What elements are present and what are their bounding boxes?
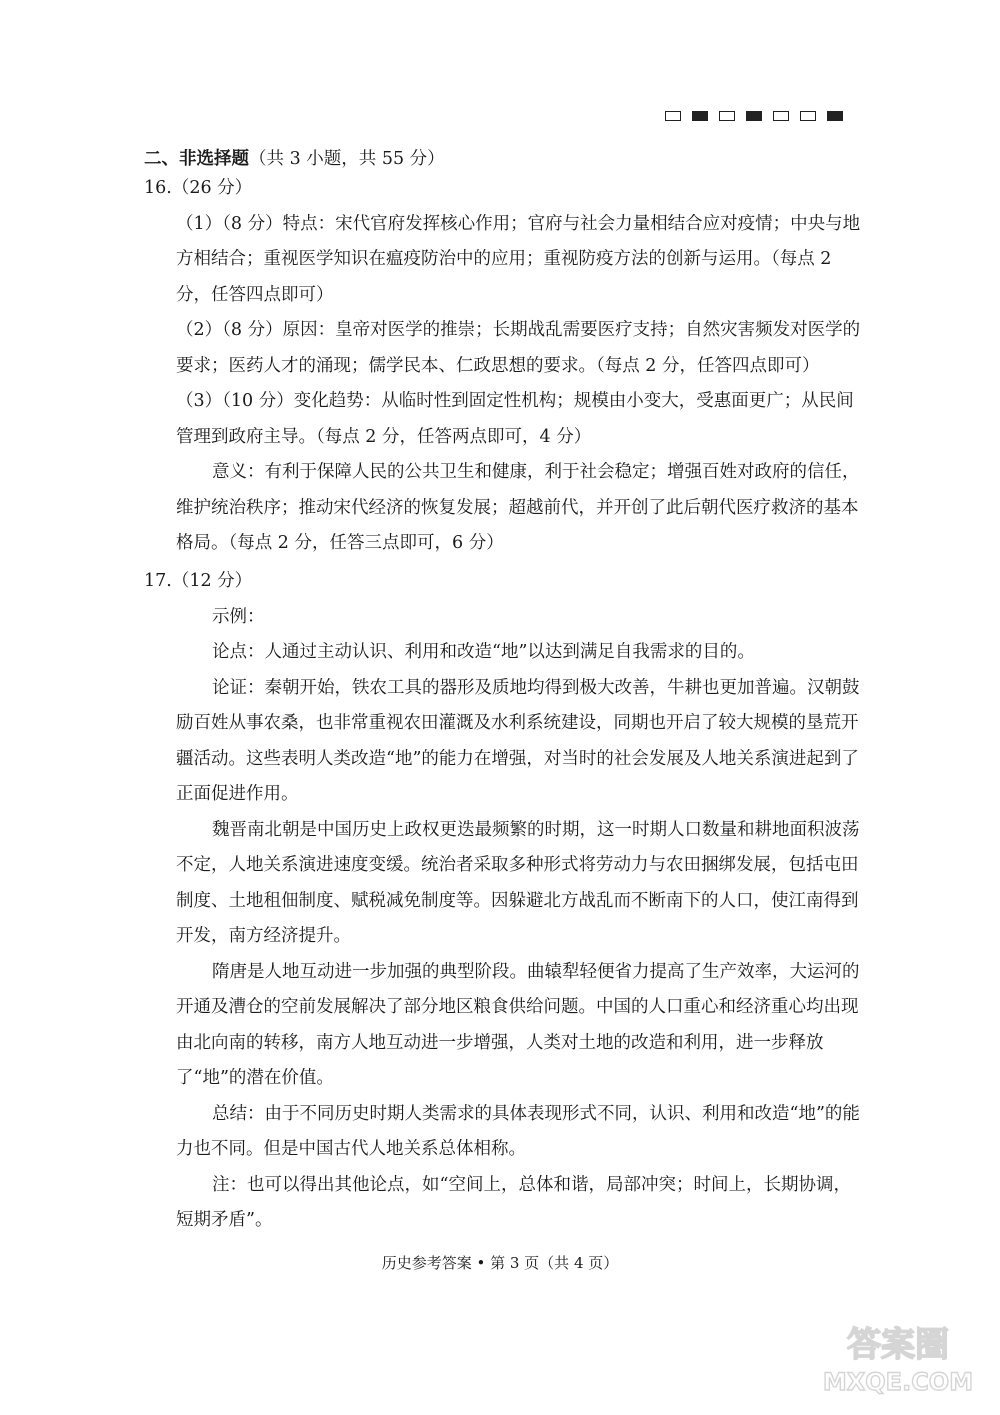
q17-example-label: 示例： — [212, 606, 265, 627]
filled-square-mark — [746, 111, 762, 121]
filled-square-mark — [827, 111, 843, 121]
header-marks — [665, 111, 843, 121]
q17-argument-weijin: 魏晋南北朝是中国历史上政权更迭最频繁的时期，这一时期人口数量和耕地面积波荡不定，人地关系演进速度变缓。统治者采取多种形式将劳动力与农田捆绑发展，包括屯田制度、土地租佃制度、赋税减免制度等。因躲避北方战乱而不断南下的人口，使江南得到开发，南方经济提升。 — [176, 819, 860, 946]
q17-note: 注：也可以得出其他论点，如“空间上，总体和谐，局部冲突；时间上，长期协调，短期矛盾”。 — [176, 1174, 851, 1230]
empty-square-mark — [773, 111, 789, 121]
section-note: （共 3 小题，共 55 分） — [249, 149, 445, 169]
page-footer: 历史参考答案 • 第 3 页（共 4 页） — [381, 1254, 619, 1272]
empty-square-mark — [800, 111, 816, 121]
empty-square-mark — [719, 111, 735, 121]
filled-square-mark — [692, 111, 708, 121]
q17-summary: 总结：由于不同历史时期人类需求的具体表现形式不同，认识、利用和改造“地”的能力也不同。但是中国古代人地关系总体相称。 — [176, 1103, 860, 1159]
watermark-line-1: 答案圈 — [847, 1325, 949, 1365]
q17-thesis: 论点：人通过主动认识、利用和改造“地”以达到满足自我需求的目的。 — [212, 642, 755, 662]
question-17-head: 17.（12 分） — [144, 571, 253, 591]
section-number: 二、 — [144, 149, 179, 169]
question-17 — [144, 564, 864, 1239]
q17-argument-suitang: 隋唐是人地互动进一步加强的典型阶段。曲辕犁轻便省力提高了生产效率，大运河的开通及漕仓的空前发展解决了部分地区粮食供给问题。中国的人口重心和经济重心均出现由北向南的转移，南方人地互动进一步增强，人类对土地的改造和利用，进一步释放了“地”的潜在价值。 — [176, 961, 860, 1088]
question-16 — [144, 171, 864, 562]
q16-answer-3: （3）（10 分）变化趋势：从临时性到固定性机构；规模由小变大，受惠面更广；从民间管理到政府主导。（每点 2 分，任答两点即可，4 分） — [176, 391, 854, 447]
section-title: 非选择题 — [179, 149, 249, 169]
q16-answer-1: （1）（8 分）特点：宋代官府发挥核心作用；官府与社会力量相结合应对疫情；中央与地方相结合；重视医学知识在瘟疫防治中的应用；重视防疫方法的创新与运用。（每点 2 分，任答四点即可） — [176, 213, 861, 305]
q16-significance: 意义：有利于保障人民的公共卫生和健康，利于社会稳定；增强百姓对政府的信任，维护统治秩序；推动宋代经济的恢复发展；超越前代，并开创了此后朝代医疗救济的基本格局。（每点 2 分，任答三点即可，6 分） — [176, 462, 860, 553]
watermark-logo — [818, 1318, 978, 1398]
watermark-line-2: MXQE.COM — [822, 1368, 974, 1396]
question-16-head: 16.（26 分） — [144, 178, 253, 198]
q16-answer-2: （2）（8 分）原因：皇帝对医学的推崇；长期战乱需要医疗支持；自然灾害频发对医学的要求；医药人才的涌现；儒学民本、仁政思想的要求。（每点 2 分，任答四点即可） — [176, 320, 861, 376]
q17-argument-qin-han: 论证：秦朝开始，铁农工具的器形及质地均得到极大改善，牛耕也更加普遍。汉朝鼓励百姓从事农桑，也非常重视农田灌溉及水利系统建设，同期也开启了较大规模的垦荒开疆活动。这些表明人类改造“地”的能力在增强，对当时的社会发展及人地关系演进起到了正面促进作用。 — [176, 677, 860, 804]
empty-square-mark — [665, 111, 681, 121]
section-heading — [144, 145, 445, 170]
